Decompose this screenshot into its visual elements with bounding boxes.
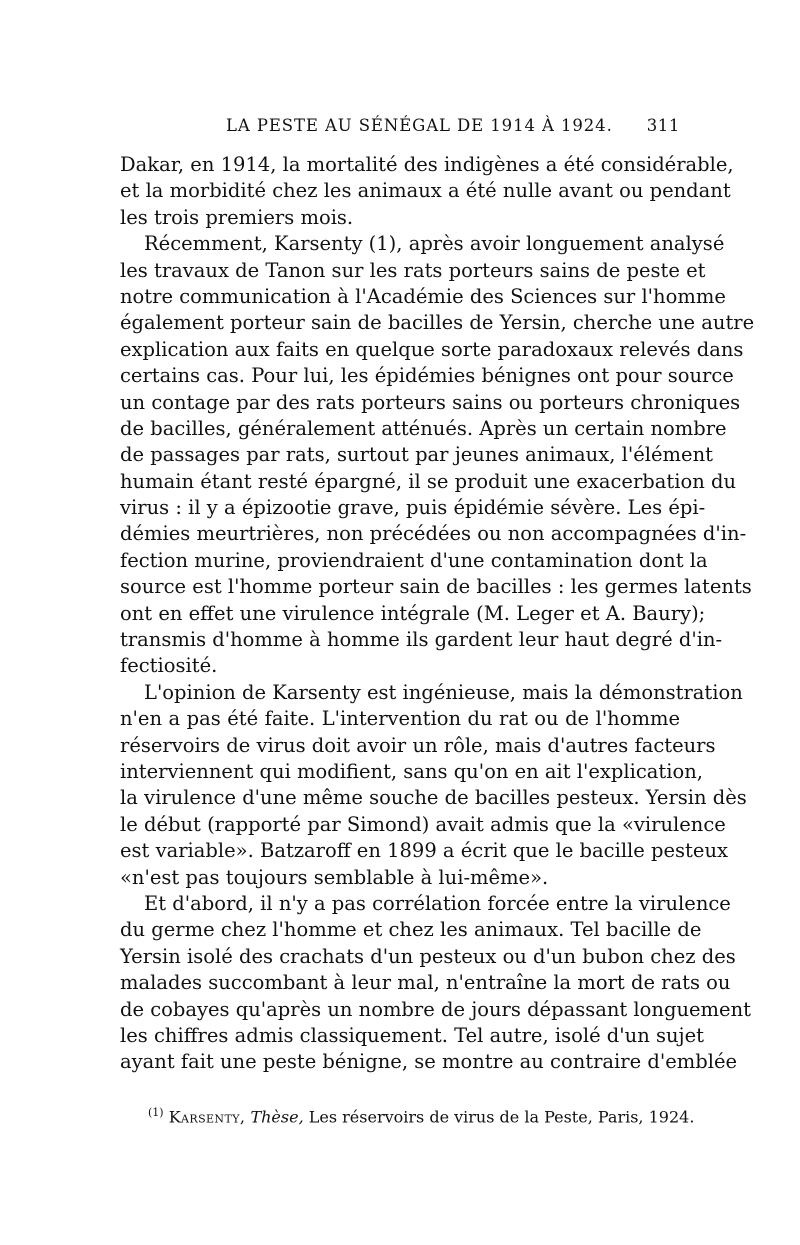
page-number: 311 bbox=[646, 116, 680, 135]
footnote-author: Karsenty, bbox=[168, 1107, 246, 1127]
footnote-number: (1) bbox=[148, 1106, 164, 1119]
text-line: de passages par rats, surtout par jeunes animaux, l'élément bbox=[120, 443, 713, 467]
text-line: les chiffres admis classiquement. Tel autre, isolé d'un sujet bbox=[120, 1023, 704, 1047]
body-text bbox=[120, 152, 755, 1076]
text-line: la virulence d'une même souche de bacilles pesteux. Yersin dès bbox=[120, 786, 747, 810]
text-line: réservoirs de virus doit avoir un rôle, mais d'autres facteurs bbox=[120, 733, 716, 757]
text-line: démies meurtrières, non précédées ou non accompagnées d'in- bbox=[120, 522, 747, 546]
text-line: Récemment, Karsenty (1), après avoir longuement analysé bbox=[144, 232, 725, 256]
text-line: n'en a pas été faite. L'intervention du rat ou de l'homme bbox=[120, 707, 680, 731]
text-line: le début (rapporté par Simond) avait admis que la «virulence bbox=[120, 812, 726, 836]
running-head-title: LA PESTE AU SÉNÉGAL DE 1914 À 1924. bbox=[226, 116, 613, 135]
text-line: du germe chez l'homme et chez les animaux. Tel bacille de bbox=[120, 918, 702, 942]
text-line: ayant fait une peste bénigne, se montre au contraire d'emblée bbox=[120, 1050, 738, 1074]
text-line: Yersin isolé des crachats d'un pesteux ou d'un bubon chez des bbox=[120, 944, 736, 968]
footnote bbox=[148, 1106, 695, 1127]
text-line: virus : il y a épizootie grave, puis épidémie sévère. Les épi- bbox=[120, 496, 706, 520]
text-line: de bacilles, généralement atténués. Après un certain nombre bbox=[120, 416, 727, 440]
text-line: humain étant resté épargné, il se produit une exacerbation du bbox=[120, 469, 737, 493]
text-line: un contage par des rats porteurs sains ou porteurs chroniques bbox=[120, 390, 741, 414]
text-line: également porteur sain de bacilles de Yersin, cherche une autre bbox=[120, 311, 755, 335]
text-line: Dakar, en 1914, la mortalité des indigènes a été considérable, bbox=[120, 153, 734, 176]
text-line: Et d'abord, il n'y a pas corrélation forcée entre la virulence bbox=[144, 891, 731, 915]
text-line: source est l'homme porteur sain de bacilles : les germes latents bbox=[120, 575, 752, 599]
text-line: les trois premiers mois. bbox=[120, 205, 354, 229]
text-line: fection murine, proviendraient d'une contamination dont la bbox=[120, 548, 708, 572]
text-line: de cobayes qu'après un nombre de jours dépassant longuement bbox=[120, 997, 751, 1021]
text-line: notre communication à l'Académie des Sciences sur l'homme bbox=[120, 284, 726, 308]
text-line: «n'est pas toujours semblable à lui-même». bbox=[120, 865, 549, 889]
running-head bbox=[120, 116, 680, 144]
text-line: est variable». Batzaroff en 1899 a écrit que le bacille pesteux bbox=[120, 839, 728, 863]
text-line: les travaux de Tanon sur les rats porteurs sains de peste et bbox=[120, 258, 706, 282]
text-line: et la morbidité chez les animaux a été nulle avant ou pendant bbox=[120, 179, 731, 203]
text-line: malades succombant à leur mal, n'entraîne la mort de rats ou bbox=[120, 971, 731, 995]
text-line: transmis d'homme à homme ils gardent leur haut degré d'in- bbox=[120, 628, 723, 652]
text-line: fectiosité. bbox=[120, 654, 218, 678]
text-line: ont en effet une virulence intégrale (M. Leger et A. Baury); bbox=[120, 601, 706, 625]
text-line: L'opinion de Karsenty est ingénieuse, mais la démonstration bbox=[144, 680, 743, 704]
footnote-work-type: Thèse, bbox=[250, 1107, 304, 1127]
footnote-text: Les réservoirs de virus de la Peste, Paris, 1924. bbox=[308, 1107, 695, 1127]
text-line: explication aux faits en quelque sorte paradoxaux relevés dans bbox=[120, 337, 744, 361]
text-line: interviennent qui modifient, sans qu'on en ait l'explication, bbox=[120, 759, 704, 783]
text-line: certains cas. Pour lui, les épidémies bénignes ont pour source bbox=[120, 364, 734, 388]
